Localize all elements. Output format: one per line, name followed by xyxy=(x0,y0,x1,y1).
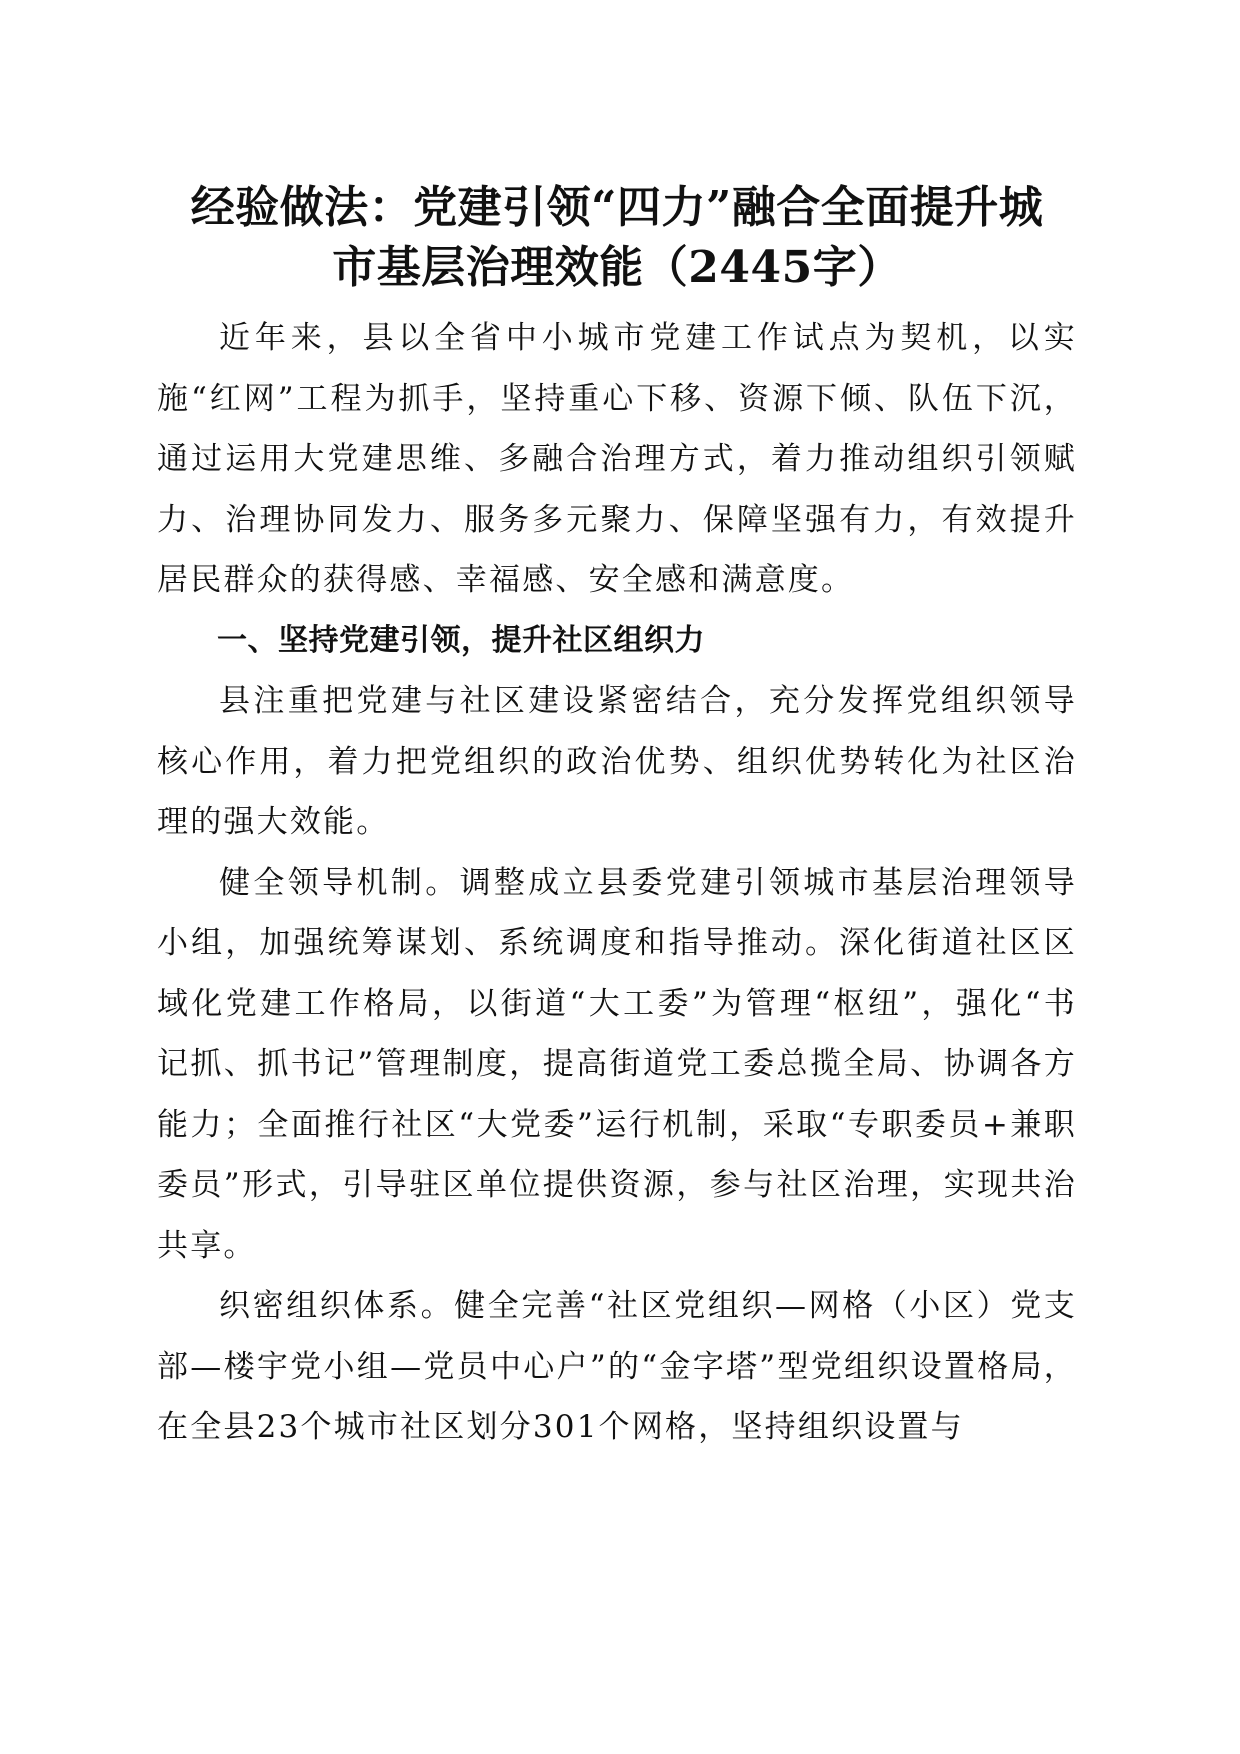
intro-paragraph: 近年来，县以全省中小城市党建工作试点为契机，以实施“红网”工程为抓手，坚持重心下移、资源下倾、队伍下沉，通过运用大党建思维、多融合治理方式，着力推动组织引领赋力、治理协同发力、服务多元聚力、保障坚强有力，有效提升居民群众的获得感、幸福感、安全感和满意度。 xyxy=(157,320,1077,598)
document-title xyxy=(157,178,1077,298)
section-1-paragraph: 县注重把党建与社区建设紧密结合，充分发挥党组织领导核心作用，着力把党组织的政治优势、组织优势转化为社区治理的强大效能。 xyxy=(157,683,1077,840)
section-heading-1: 一、坚持党建引领，提升社区组织力 xyxy=(217,622,705,658)
document-body xyxy=(157,178,1077,1458)
title-line-1: 经验做法：党建引领“四力”融合全面提升城 xyxy=(190,182,1044,233)
leadership-mechanism-paragraph: 健全领导机制。调整成立县委党建引领城市基层治理领导小组，加强统筹谋划、系统调度和指导推动。深化街道社区区域化党建工作格局，以街道“大工委”为管理“枢纽”，强化“书记抓、抓书记”管理制度，提高街道党工委总揽全局、协调各方能力；全面推行社区“大党委”运行机制，采取“专职委员+兼职委员”形式，引导驻区单位提供资源，参与社区治理，实现共治共享。 xyxy=(157,864,1077,1264)
organization-system-paragraph: 织密组织体系。健全完善“社区党组织—网格（小区）党支部—楼宇党小组—党员中心户”的“金字塔”型党组织设置格局，在全县23个城市社区划分301个网格，坚持组织设置与 xyxy=(157,1288,1077,1445)
title-line-2: 市基层治理效能（2445字） xyxy=(332,242,902,293)
